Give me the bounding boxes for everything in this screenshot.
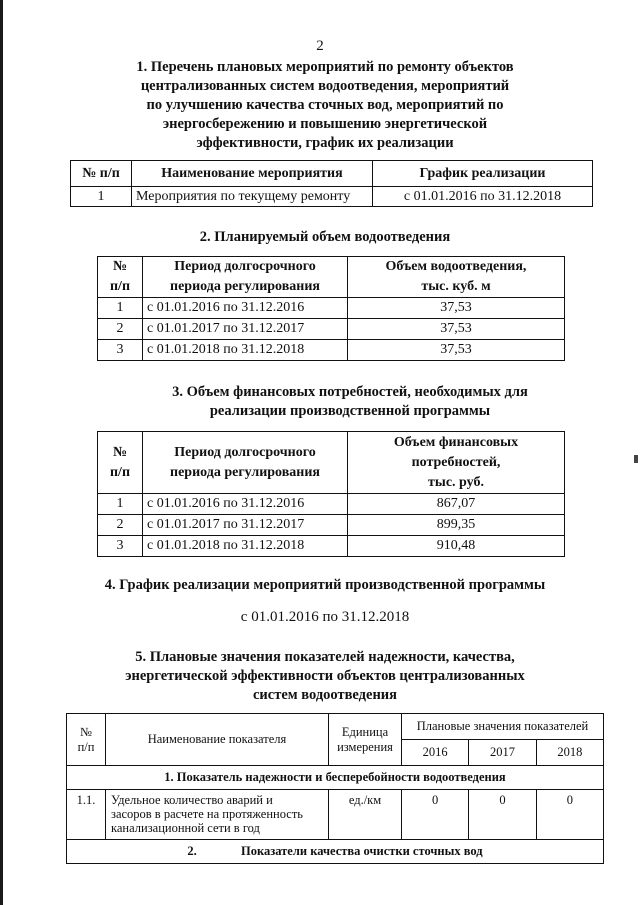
- table-row: [98, 494, 565, 515]
- cell-value: 0: [469, 790, 536, 840]
- activities-table: [70, 160, 593, 207]
- cell-num: 2: [98, 319, 143, 340]
- cell-period: с 01.01.2018 по 31.12.2018: [143, 536, 348, 557]
- cell-num: 3: [98, 340, 143, 361]
- col-header-num: № п/п: [71, 161, 132, 187]
- col-header-unit: Единица измерения: [329, 714, 402, 766]
- cell-num: 1: [71, 187, 132, 207]
- cell-unit: ед./км: [329, 790, 402, 840]
- col-header-activity: Наименование мероприятия: [132, 161, 373, 187]
- title-line: эффективности, график их реализации: [196, 135, 454, 151]
- group-label: 1. Показатель надежности и бесперебойности водоотведения: [67, 766, 604, 790]
- cell-volume: 37,53: [348, 319, 565, 340]
- scan-mark: [634, 455, 638, 463]
- title-line: энергосбережению и повышению энергетической: [162, 116, 488, 132]
- col-header-indicator: Наименование показателя: [106, 714, 329, 766]
- cell-activity: Мероприятия по текущему ремонту: [132, 187, 373, 207]
- page-number: 2: [316, 38, 324, 54]
- table-header-row: [71, 161, 593, 187]
- cell-indicator: Удельное количество аварий и засоров в расчете на протяженность канализационной сети в год: [106, 790, 329, 840]
- table-row: [71, 187, 593, 207]
- cell-period: с 01.01.2016 по 31.12.2016: [143, 494, 348, 515]
- table-header-row: [67, 714, 604, 740]
- cell-num: 2: [98, 515, 143, 536]
- cell-amount: 867,07: [348, 494, 565, 515]
- cell-amount: 899,35: [348, 515, 565, 536]
- table-header-row: [98, 257, 565, 298]
- group-row: [67, 766, 604, 790]
- title-line: по улучшению качества сточных вод, мероприятий по: [146, 97, 504, 113]
- title-line: энергетической эффективности объектов централизованных: [125, 668, 525, 684]
- col-header-period: Период долгосрочного периода регулирования: [143, 257, 348, 298]
- cell-volume: 37,53: [348, 298, 565, 319]
- title-line: 3. Объем финансовых потребностей, необходимых для: [172, 384, 528, 400]
- col-header-year: 2018: [536, 740, 603, 766]
- cell-value: 0: [536, 790, 603, 840]
- cell-volume: 37,53: [348, 340, 565, 361]
- cell-num: 3: [98, 536, 143, 557]
- title-line: 5. Плановые значения показателей надежности, качества,: [135, 649, 515, 665]
- cell-schedule: с 01.01.2016 по 31.12.2018: [373, 187, 593, 207]
- table-row: [98, 340, 565, 361]
- col-header-num: № п/п: [67, 714, 106, 766]
- cell-num: 1: [98, 298, 143, 319]
- title-line: систем водоотведения: [252, 687, 398, 703]
- col-header-volume: Объем водоотведения, тыс. куб. м: [348, 257, 565, 298]
- section4-title: 4. График реализации мероприятий производственной программы: [104, 577, 546, 593]
- title-line: централизованных систем водоотведения, мероприятий: [140, 78, 510, 94]
- col-header-plan: Плановые значения показателей: [402, 714, 604, 740]
- cell-period: с 01.01.2016 по 31.12.2016: [143, 298, 348, 319]
- table-row: [98, 298, 565, 319]
- cell-period: с 01.01.2018 по 31.12.2018: [143, 340, 348, 361]
- finance-table: [97, 431, 565, 557]
- cell-num: 1.1.: [67, 790, 106, 840]
- indicators-table: [66, 713, 604, 864]
- cell-period: с 01.01.2017 по 31.12.2017: [143, 515, 348, 536]
- cell-period: с 01.01.2017 по 31.12.2017: [143, 319, 348, 340]
- scan-edge: [0, 0, 3, 905]
- col-header-schedule: График реализации: [373, 161, 593, 187]
- section5-title: [30, 648, 620, 705]
- cell-num: 1: [98, 494, 143, 515]
- col-header-year: 2016: [402, 740, 469, 766]
- col-header-period: Период долгосрочного периода регулирования: [143, 432, 348, 494]
- table-row: [98, 515, 565, 536]
- cell-amount: 910,48: [348, 536, 565, 557]
- col-header-num: № п/п: [98, 257, 143, 298]
- group-label: 2. Показатели качества очистки сточных вод: [67, 840, 604, 864]
- table-header-row: [98, 432, 565, 494]
- col-header-num: № п/п: [98, 432, 143, 494]
- title-line: реализации производственной программы: [209, 403, 491, 419]
- wastewater-volume-table: [97, 256, 565, 361]
- cell-value: 0: [402, 790, 469, 840]
- section3-title: [110, 383, 590, 421]
- group-row: [67, 840, 604, 864]
- table-row: [98, 536, 565, 557]
- section4-period: с 01.01.2016 по 31.12.2018: [240, 609, 410, 625]
- section2-title: 2. Планируемый объем водоотведения: [199, 229, 451, 245]
- col-header-year: 2017: [469, 740, 536, 766]
- col-header-finance: Объем финансовых потребностей, тыс. руб.: [348, 432, 565, 494]
- section1-title: [40, 58, 610, 153]
- table-row: [67, 790, 604, 840]
- table-row: [98, 319, 565, 340]
- title-line: 1. Перечень плановых мероприятий по ремонту объектов: [136, 59, 514, 75]
